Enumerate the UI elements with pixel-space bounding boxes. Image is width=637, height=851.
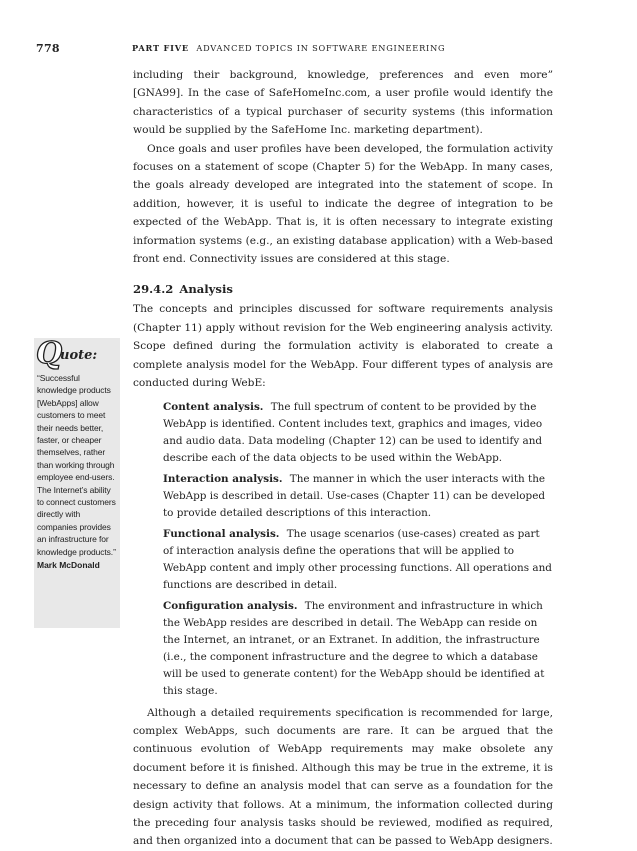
section-intro: The concepts and principles discussed for software requirements analysis (Chapter 11) apply without revision for the Web engineering analysis activity. Scope defined during the formulation activity is elaborated to create a complete analysis model for the WebApp. Four different types of analysis are conducted during WebE: xyxy=(133,303,553,390)
part-title: ADVANCED TOPICS IN SOFTWARE ENGINEERING xyxy=(196,43,446,53)
quote-heading xyxy=(34,336,120,371)
analysis-term: Interaction analysis. xyxy=(163,472,283,485)
running-head xyxy=(132,43,445,53)
part-label: PART FIVE xyxy=(132,43,189,53)
analysis-item-functional xyxy=(163,526,553,594)
section-heading xyxy=(133,280,553,298)
closing-paragraph: Although a detailed requirements specification is recommended for large, complex WebApps, such documents are rare. It can be argued that the continuous evolution of WebApp requirements may make obsolete any document before it is finished. Although this may be true in the extreme, it is necessary to define an analysis model that can serve as a foundation for the design activity that follows. At a minimum, the information collected during the preceding four analysis tasks should be reviewed, modified as required, and then organized into a document that can be passed to WebApp designers. xyxy=(133,706,553,848)
quote-heading-rest: uote: xyxy=(60,348,98,363)
main-text xyxy=(133,66,553,851)
analysis-description: The full spectrum of content to be provided by the WebApp is identified. Content includes text, graphics and images, video and audio data. Data modeling (Chapter 12) can be used to identify and describe each of the data objects to be used within the WebApp. xyxy=(163,400,543,464)
analysis-term: Configuration analysis. xyxy=(163,599,298,612)
analysis-description: The usage scenarios (use-cases) created as part of interaction analysis define the operations that will be applied to WebApp content and imply other processing functions. All operations and functions are described in detail. xyxy=(163,527,552,591)
intro-paragraph-2: Once goals and user profiles have been developed, the formulation activity focuses on a statement of scope (Chapter 5) for the WebApp. In many cases, the goals already developed are integrated into the statement of scope. In addition, however, it is useful to indicate the degree of integration to be expected of the WebApp. That is, it is often necessary to integrate existing information systems (e.g., an existing database application) with a Web-based front end. Connectivity issues are considered at this stage. xyxy=(133,142,553,266)
analysis-list xyxy=(163,399,553,700)
page-header xyxy=(36,42,597,56)
analysis-term: Content analysis. xyxy=(163,400,264,413)
analysis-description: The environment and infrastructure in which the WebApp resides are described in detail. The WebApp can reside on the Internet, an intranet, or an Extranet. In addition, the infrastructure (i.e., the component infrastructure and the degree to which a database will be used to generate content) for the WebApp should be identified at this stage. xyxy=(163,599,545,697)
quote-sidebar xyxy=(34,338,120,628)
quote-author: Mark McDonald xyxy=(37,560,100,571)
analysis-item-configuration xyxy=(163,598,553,700)
intro-paragraph-1: including their background, knowledge, preferences and even more” [GNA99]. In the case of SafeHomeInc.com, a user profile would identify the characteristics of a typical purchaser of security systems (this information would be supplied by the SafeHome Inc. marketing department). xyxy=(133,69,553,137)
section-number: 29.4.2 xyxy=(133,282,174,297)
section-title: Analysis xyxy=(179,282,233,297)
analysis-item-interaction xyxy=(163,471,553,522)
page-number: 778 xyxy=(36,42,60,55)
quote-q-letter: Q xyxy=(36,336,63,371)
quote-body: “Successful knowledge products [WebApps] allow customers to meet their needs better, faster, or cheaper themselves, rather than working through employee end-users. The Internet’s ability to connect customers directly with companies provides an infrastructure for knowledge products.” xyxy=(37,373,116,557)
analysis-item-content xyxy=(163,399,553,467)
analysis-term: Functional analysis. xyxy=(163,527,280,540)
analysis-description: The manner in which the user interacts with the WebApp is described in detail. Use-cases (Chapter 11) can be developed to provide detailed descriptions of this interaction. xyxy=(163,472,546,519)
